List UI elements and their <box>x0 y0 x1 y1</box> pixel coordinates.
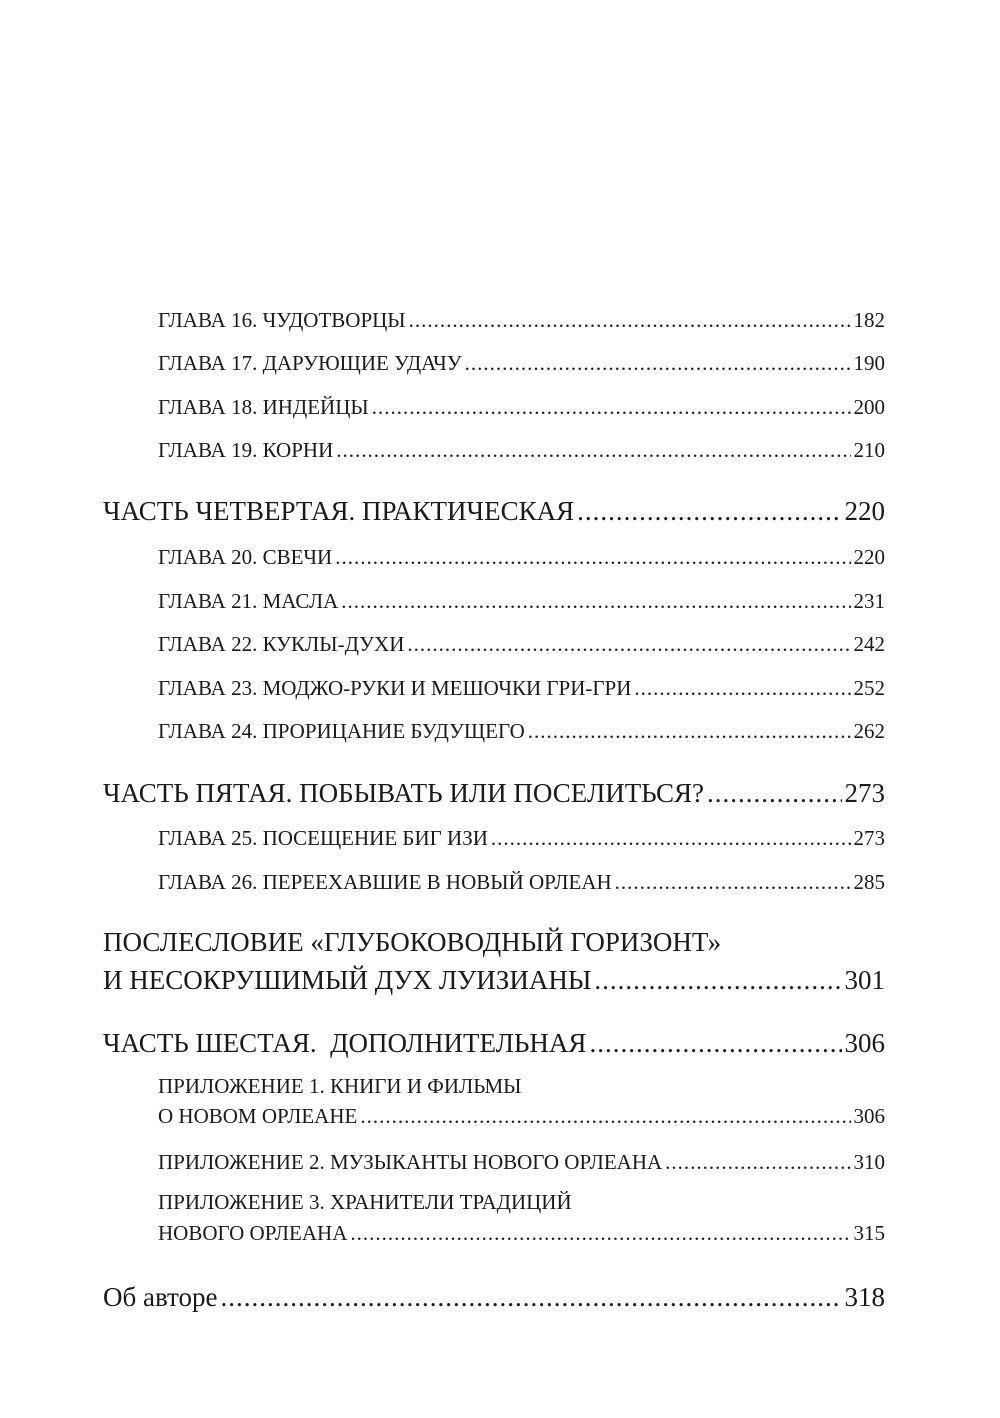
dot-leader <box>341 589 850 614</box>
toc-entry-page: 200 <box>853 395 885 419</box>
toc-entry-title: ГЛАВА 18. ИНДЕЙЦЫ <box>158 395 369 419</box>
toc-entry-title: ГЛАВА 26. ПЕРЕЕХАВШИЕ В НОВЫЙ ОРЛЕАН <box>158 870 612 894</box>
toc-entry-title: Об авторе <box>103 1282 218 1312</box>
toc-entry-chapter-25[interactable] <box>158 826 885 851</box>
toc-entry-page: 318 <box>844 1282 885 1312</box>
toc-entry-page: 273 <box>853 826 885 850</box>
toc-entry-page: 310 <box>853 1150 885 1174</box>
toc-entry-chapter-20[interactable] <box>158 545 885 570</box>
toc-entry-appendix-1-line-1[interactable]: ПРИЛОЖЕНИЕ 1. КНИГИ И ФИЛЬМЫ <box>158 1074 522 1098</box>
dot-leader <box>350 1221 850 1246</box>
toc-entry-title: ГЛАВА 16. ЧУДОТВОРЦЫ <box>158 308 406 332</box>
toc-entry-title: ГЛАВА 25. ПОСЕЩЕНИЕ БИГ ИЗИ <box>158 826 488 850</box>
toc-entry-title: НОВОГО ОРЛЕАНА <box>158 1221 348 1245</box>
dot-leader <box>665 1150 850 1175</box>
toc-entry-title: ГЛАВА 21. МАСЛА <box>158 589 339 613</box>
dot-leader <box>407 632 850 657</box>
toc-entry-page: 301 <box>844 965 885 995</box>
toc-entry-title: И НЕСОКРУШИМЫЙ ДУХ ЛУИЗИАНЫ <box>103 965 592 995</box>
toc-entry-page: 220 <box>853 545 885 569</box>
toc-entry-title: ЧАСТЬ ПЯТАЯ. ПОБЫВАТЬ ИЛИ ПОСЕЛИТЬСЯ? <box>103 778 705 808</box>
toc-entry-chapter-18[interactable] <box>158 395 885 420</box>
toc-entry-page: 231 <box>853 589 885 613</box>
toc-entry-page: 306 <box>853 1104 885 1128</box>
toc-entry-page: 306 <box>844 1028 885 1058</box>
toc-entry-page: 273 <box>844 778 885 808</box>
dot-leader <box>336 438 850 463</box>
toc-entry-chapter-26[interactable] <box>158 870 885 895</box>
toc-entry-afterword[interactable] <box>103 965 885 996</box>
toc-entry-title: ГЛАВА 17. ДАРУЮЩИЕ УДАЧУ <box>158 351 462 375</box>
dot-leader <box>220 1282 841 1313</box>
toc-entry-appendix-3[interactable] <box>158 1221 885 1246</box>
toc-entry-title: ГЛАВА 24. ПРОРИЦАНИЕ БУДУЩЕГО <box>158 719 525 743</box>
toc-entry-part-4[interactable] <box>103 496 885 527</box>
toc-entry-afterword-line-1[interactable]: ПОСЛЕСЛОВИЕ «ГЛУБОКОВОДНЫЙ ГОРИЗОНТ» <box>103 927 722 957</box>
toc-entry-page: 242 <box>853 632 885 656</box>
toc-entry-page: 220 <box>844 496 885 526</box>
toc-entry-part-6[interactable] <box>103 1028 885 1059</box>
toc-entry-appendix-3-line-1[interactable]: ПРИЛОЖЕНИЕ 3. ХРАНИТЕЛИ ТРАДИЦИЙ <box>158 1190 572 1214</box>
toc-entry-page: 182 <box>853 308 885 332</box>
toc-entry-title: ГЛАВА 19. КОРНИ <box>158 438 334 462</box>
toc-entry-chapter-23[interactable] <box>158 676 885 701</box>
dot-leader <box>615 870 851 895</box>
toc-entry-page: 315 <box>853 1221 885 1245</box>
toc-entry-chapter-21[interactable] <box>158 589 885 614</box>
toc-entry-about-author[interactable] <box>103 1282 885 1313</box>
dot-leader <box>491 826 851 851</box>
toc-entry-page: 285 <box>853 870 885 894</box>
toc-entry-chapter-19[interactable] <box>158 438 885 463</box>
dot-leader <box>634 676 850 701</box>
toc-entry-page: 210 <box>853 438 885 462</box>
toc-entry-part-5[interactable] <box>103 778 885 809</box>
toc-entry-chapter-17[interactable] <box>158 351 885 376</box>
dot-leader <box>528 719 851 744</box>
dot-leader <box>465 351 851 376</box>
dot-leader <box>589 1028 841 1059</box>
toc-entry-appendix-1[interactable] <box>158 1104 885 1129</box>
dot-leader <box>360 1104 850 1129</box>
toc-entry-title: О НОВОМ ОРЛЕАНЕ <box>158 1104 358 1128</box>
dot-leader <box>335 545 850 570</box>
toc-entry-title: ГЛАВА 22. КУКЛЫ-ДУХИ <box>158 632 405 656</box>
toc-entry-chapter-24[interactable] <box>158 719 885 744</box>
dot-leader <box>372 395 851 420</box>
toc-entry-title: ЧАСТЬ ЧЕТВЕРТАЯ. ПРАКТИЧЕСКАЯ <box>103 496 575 526</box>
toc-entry-appendix-2[interactable] <box>158 1150 885 1175</box>
dot-leader <box>577 496 841 527</box>
dot-leader <box>594 965 841 996</box>
toc-entry-page: 262 <box>853 719 885 743</box>
toc-entry-page: 252 <box>853 676 885 700</box>
toc-entry-chapter-16[interactable] <box>158 308 885 333</box>
toc-entry-chapter-22[interactable] <box>158 632 885 657</box>
dot-leader <box>707 778 841 809</box>
toc-entry-title: ГЛАВА 23. МОДЖО-РУКИ И МЕШОЧКИ ГРИ-ГРИ <box>158 676 632 700</box>
toc-entry-page: 190 <box>853 351 885 375</box>
toc-entry-title: ЧАСТЬ ШЕСТАЯ. ДОПОЛНИТЕЛЬНАЯ <box>103 1028 587 1058</box>
dot-leader <box>409 308 851 333</box>
toc-entry-title: ПРИЛОЖЕНИЕ 2. МУЗЫКАНТЫ НОВОГО ОРЛЕАНА <box>158 1150 663 1174</box>
toc-entry-title: ГЛАВА 20. СВЕЧИ <box>158 545 333 569</box>
